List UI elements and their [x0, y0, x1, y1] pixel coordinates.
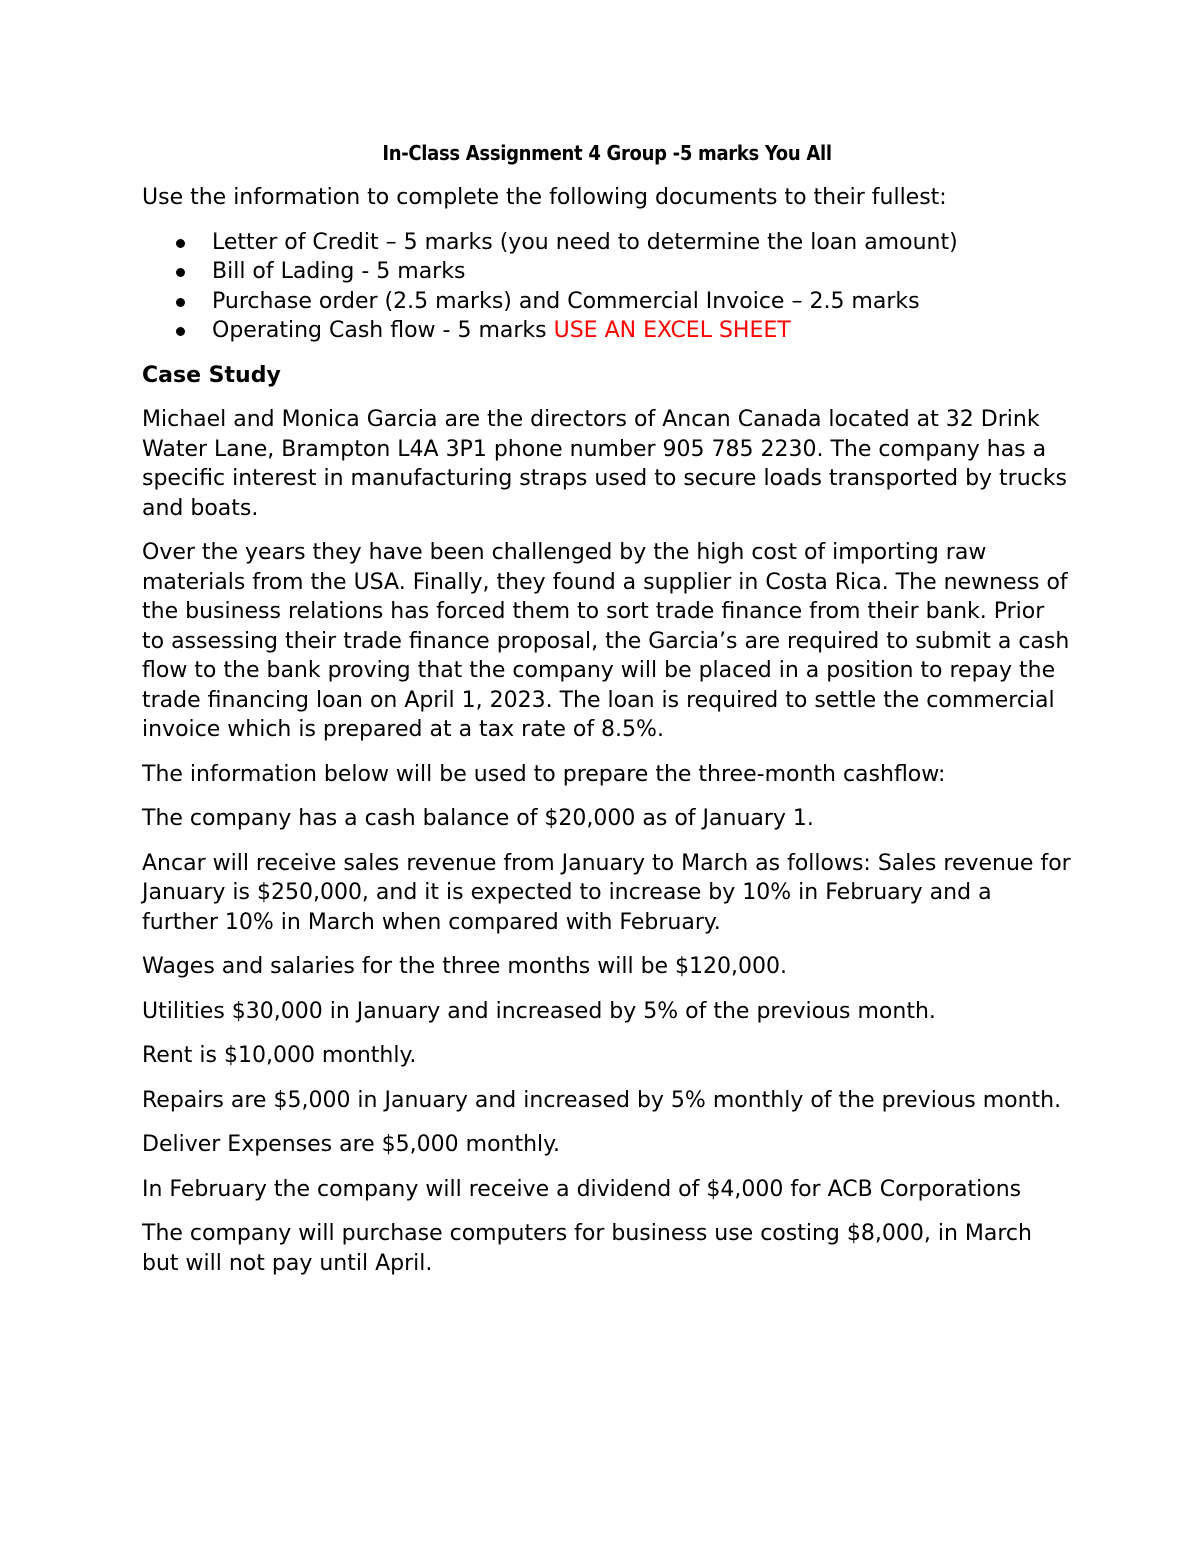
paragraph: Wages and salaries for the three months will be $120,000.: [142, 954, 788, 979]
paragraph: The company has a cash balance of $20,000 as of January 1.: [142, 806, 814, 831]
list-item: [142, 228, 1072, 258]
list-item: [142, 316, 1072, 346]
deliverables-list: [142, 228, 1072, 346]
paragraph: Michael and Monica Garcia are the directors of Ancan Canada located at 32 Drink Water Lane, Brampton L4A 3P1 phone number 905 785 2230. The company has a specific interest in manufacturing straps used to secure loads transported by trucks and boats.: [142, 407, 1067, 521]
paragraph: Utilities $30,000 in January and increased by 5% of the previous month.: [142, 998, 936, 1024]
paragraph: Over the years they have been challenged by the high cost of importing raw materials from the USA. Finally, they found a supplier in Costa Rica. The newness of the business relations has forced them to sort trade finance from their bank. Prior to assessing their trade finance proposal, the Garcia’s are required to submit a cash flow to the bank proving that the company will be placed in a position to repay the trade financing loan on April 1, 2023. The loan is required to settle the commercial invoice which is prepared at a tax rate of 8.5%.: [142, 540, 1070, 742]
assignment-title: In-Class Assignment 4 Group -5 marks You All: [382, 141, 832, 165]
intro-text: Use the information to complete the following documents to their fullest:: [142, 185, 947, 210]
bullet-icon: [176, 298, 185, 307]
document-page: [142, 138, 1072, 1293]
paragraph: In February the company will receive a dividend of $4,000 for ACB Corporations: [142, 1176, 1022, 1202]
list-item-text: Purchase order (2.5 marks) and Commercial Invoice – 2.5 marks: [212, 288, 920, 314]
list-item-text: Operating Cash flow - 5 marks: [212, 318, 554, 343]
bullet-icon: [176, 268, 185, 277]
paragraph: Deliver Expenses are $5,000 monthly.: [142, 1132, 561, 1157]
list-item-text: Bill of Lading - 5 marks: [212, 259, 466, 284]
list-item-text: Letter of Credit – 5 marks (you need to determine the loan amount): [212, 229, 958, 255]
paragraph: Repairs are $5,000 in January and increased by 5% monthly of the previous month.: [142, 1087, 1062, 1113]
paragraph: The information below will be used to prepare the three-month cashflow:: [142, 761, 946, 787]
paragraph: Rent is $10,000 monthly.: [142, 1043, 417, 1068]
case-study-heading: Case Study: [142, 362, 281, 388]
bullet-icon: [176, 239, 185, 248]
paragraph: Ancar will receive sales revenue from January to March as follows: Sales revenue for January is $250,000, and it is expected to increase by 10% in February and a further 10% in March when compared with February.: [142, 850, 1071, 935]
paragraph: The company will purchase computers for business use costing $8,000, in March but will not pay until April.: [142, 1221, 1032, 1276]
list-item: [142, 257, 1072, 287]
bullet-icon: [176, 327, 185, 336]
list-item: [142, 287, 1072, 317]
excel-sheet-highlight: USE AN EXCEL SHEET: [553, 318, 791, 343]
